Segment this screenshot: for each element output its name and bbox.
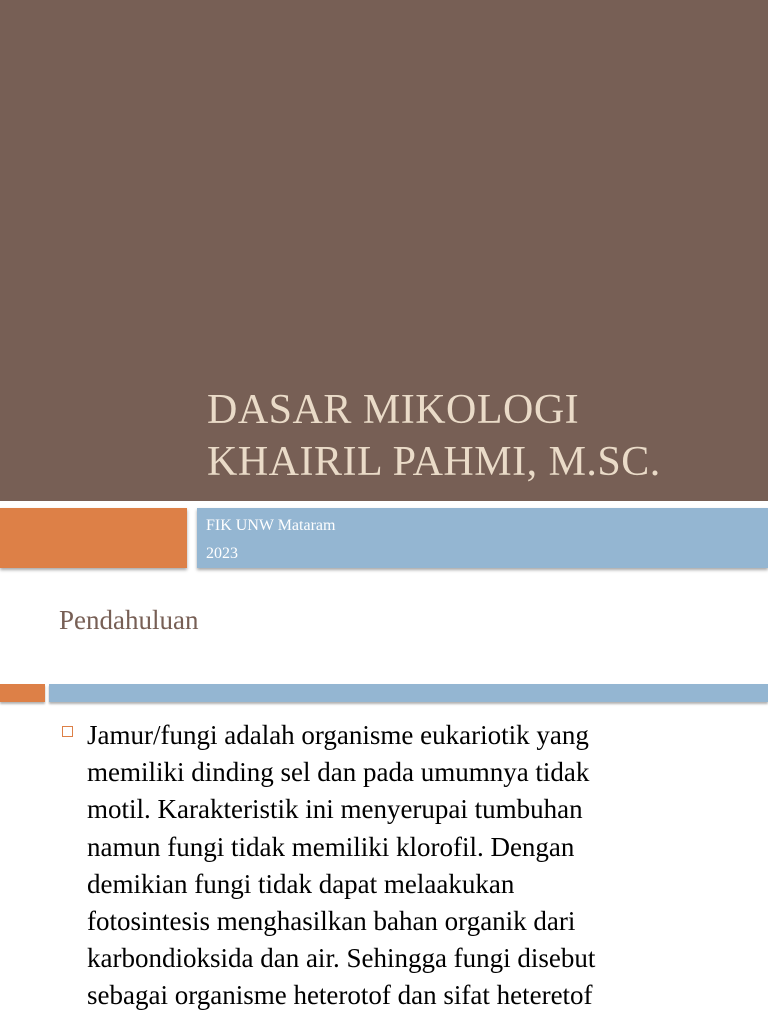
- subtitle-line: 2023: [206, 545, 238, 562]
- bullet-paragraph: [87, 717, 727, 1015]
- title-panel: [0, 0, 768, 501]
- text-line: Jamur/fungi adalah organisme eukariotik yang: [87, 720, 589, 750]
- orange-divider-bar: [0, 684, 45, 702]
- content-slide: [0, 580, 768, 1024]
- hollow-square-bullet-icon: [62, 726, 73, 737]
- section-title: Pendahuluan: [59, 605, 199, 635]
- title-line: DASAR MIKOLOGI: [207, 387, 580, 433]
- text-line: namun fungi tidak memiliki klorofil. Dengan: [87, 831, 575, 862]
- text-line: motil. Karakteristik ini menyerupai tumbuhan: [87, 794, 583, 825]
- slide-title: [207, 384, 747, 488]
- blue-divider-bar: [49, 684, 768, 702]
- text-line: sebagai organisme heterotof dan sifat heteretof: [87, 980, 593, 1011]
- subtitle-line: FIK UNW Mataram: [206, 517, 336, 534]
- orange-accent-block: [0, 508, 187, 568]
- title-line: KHAIRIL PAHMI, M.SC.: [207, 439, 661, 485]
- text-line: karbondioksida dan air. Sehingga fungi disebut: [87, 943, 596, 974]
- text-line: fotosintesis menghasilkan bahan organik dari: [87, 906, 576, 937]
- text-line: memiliki dinding sel dan pada umumnya tidak: [87, 757, 590, 788]
- slide-subtitle: [206, 512, 335, 568]
- text-line: demikian fungi tidak dapat melaakukan: [87, 868, 515, 899]
